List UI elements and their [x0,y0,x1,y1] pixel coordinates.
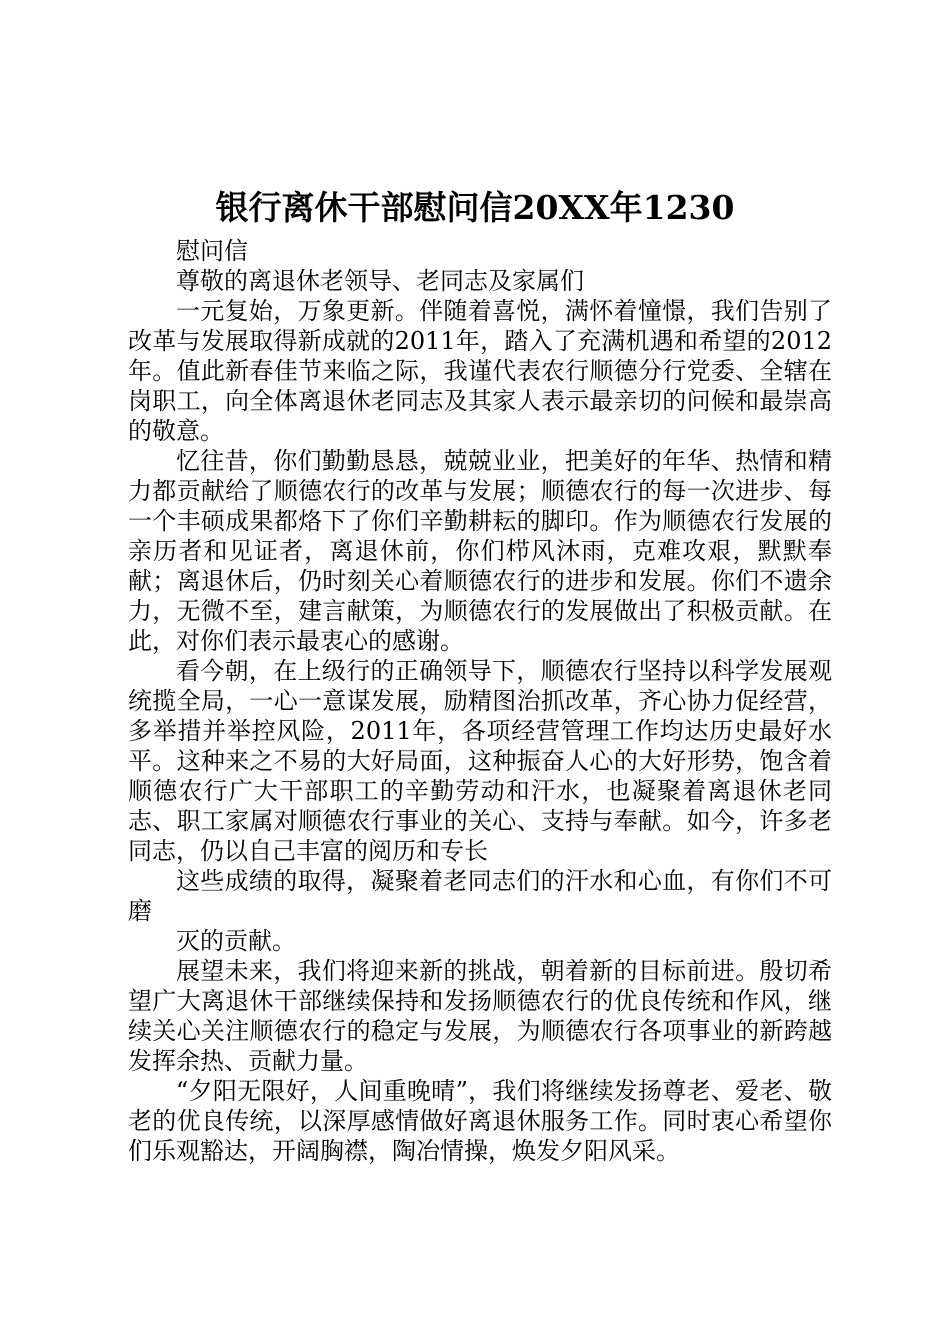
paragraph: 一元复始，万象更新。伴随着喜悦，满怀着憧憬，我们告别了改革与发展取得新成就的2011年，踏入了充满机遇和希望的2012年。值此新春佳节来临之际，我谨代表农行顺德分行党委、全辖在岗职工，向全体离退休老同志及其家人表示最亲切的问候和最崇高的敬意。 [128,297,832,445]
paragraph: “夕阳无限好，人间重晚晴”，我们将继续发扬尊老、爱老、敬老的优良传统，以深厚感情做好离退休服务工作。同时衷心希望你们乐观豁达，开阔胸襟，陶冶情操，焕发夕阳风采。 [128,1077,832,1165]
paragraph: 灭的贡献。 [176,927,296,955]
document-body [128,236,832,1166]
document-title: 银行离休干部慰问信20XX年1230 [215,188,735,227]
paragraph-heading: 慰问信 [176,237,248,265]
paragraph: 看今朝，在上级行的正确领导下，顺德农行坚持以科学发展观统揽全局，一心一意谋发展，励精图治抓改革，齐心协力促经营，多举措并举控风险，2011年，各项经营管理工作均达历史最好水平。这种来之不易的大好局面，这种振奋人心的大好形势，饱含着顺德农行广大干部职工的辛勤劳动和汗水，也凝聚着离退休老同志、职工家属对顺德农行事业的关心、支持与奉献。如今，许多老同志，仍以自己丰富的阅历和专长 [128,657,832,865]
paragraph-salutation: 尊敬的离退休老领导、老同志及家属们 [176,267,584,295]
paragraph: 忆往昔，你们勤勤恳恳，兢兢业业，把美好的年华、热情和精力都贡献给了顺德农行的改革与发展；顺德农行的每一次进步、每一个丰硕成果都烙下了你们辛勤耕耘的脚印。作为顺德农行发展的亲历者和见证者，离退休前，你们栉风沐雨，克难攻艰，默默奉献；离退休后，仍时刻关心着顺德农行的进步和发展。你们不遗余力，无微不至，建言献策，为顺德农行的发展做出了积极贡献。在此，对你们表示最衷心的感谢。 [128,447,832,655]
paragraph: 展望未来，我们将迎来新的挑战，朝着新的目标前进。殷切希望广大离退休干部继续保持和发扬顺德农行的优良传统和作风，继续关心关注顺德农行的稳定与发展，为顺德农行各项事业的新跨越发挥余热、贡献力量。 [128,957,832,1075]
paragraph: 这些成绩的取得，凝聚着老同志们的汗水和心血，有你们不可磨 [128,867,832,925]
